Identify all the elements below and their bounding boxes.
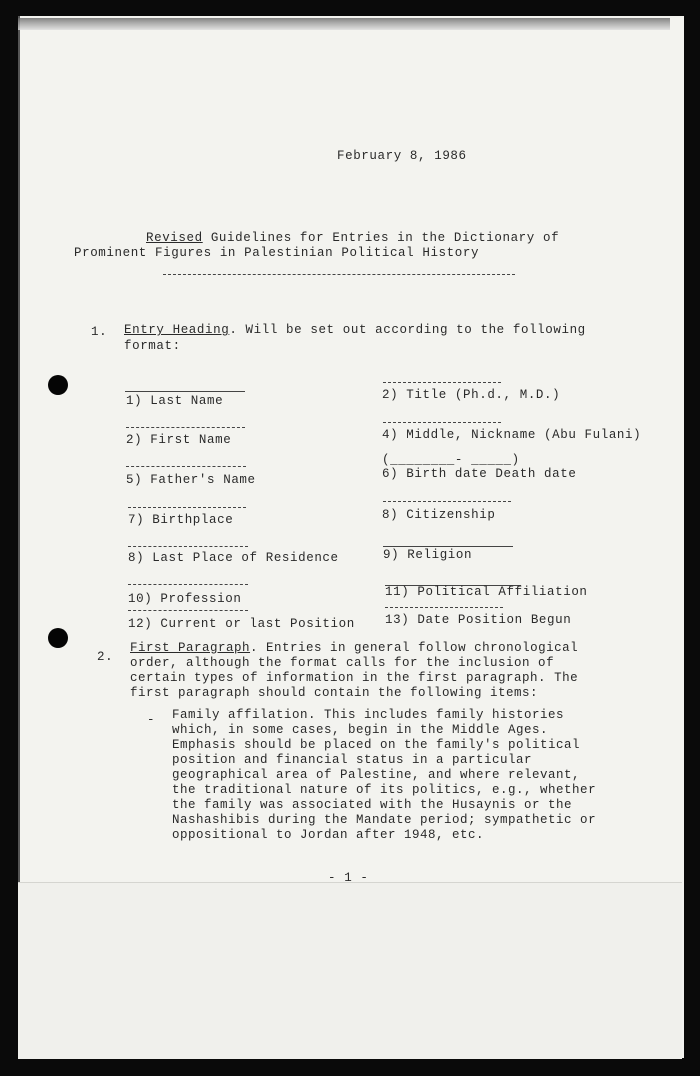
field-line bbox=[125, 391, 245, 392]
title-line-1-rest: Guidelines for Entries in the Dictionary of bbox=[202, 231, 560, 245]
field-current-position: 12) Current or last Position bbox=[128, 617, 355, 631]
field-last-residence: 8) Last Place of Residence bbox=[128, 551, 339, 565]
title-revised: Revised bbox=[146, 231, 203, 245]
field-religion: 9) Religion bbox=[383, 548, 473, 562]
field-birthplace: 7) Birthplace bbox=[128, 513, 234, 527]
bullet-line-7: the family was associated with the Husaynis or the bbox=[172, 798, 573, 812]
field-line bbox=[383, 501, 511, 502]
section-1-number: 1. bbox=[91, 325, 108, 339]
field-profession: 10) Profession bbox=[128, 592, 242, 606]
field-line bbox=[126, 466, 246, 467]
title-line-1 bbox=[146, 231, 559, 246]
page-lower-area bbox=[18, 882, 682, 1059]
bullet-line-4: position and financial status in a particular bbox=[172, 753, 533, 767]
punch-hole bbox=[48, 628, 68, 648]
section-1-text: . Will be set out according to the following bbox=[229, 323, 586, 337]
scan-shadow bbox=[18, 18, 670, 30]
bullet-line-1: Family affilation. This includes family histories bbox=[172, 708, 565, 722]
field-middle-nickname: 4) Middle, Nickname (Abu Fulani) bbox=[382, 428, 642, 442]
field-date-position-begun: 13) Date Position Begun bbox=[385, 613, 572, 627]
field-citizenship: 8) Citizenship bbox=[382, 508, 496, 522]
title-rule bbox=[163, 274, 515, 275]
bullet-line-5: geographical area of Palestine, and where relevant, bbox=[172, 768, 581, 782]
field-dates-bracket: (________- _____) bbox=[382, 453, 520, 467]
page-number: - 1 - bbox=[328, 871, 369, 885]
field-line bbox=[383, 546, 513, 547]
bullet-line-9: oppositional to Jordan after 1948, etc. bbox=[172, 828, 485, 842]
bullet-line-2: which, in some cases, begin in the Middle Ages. bbox=[172, 723, 549, 737]
bullet-line-8: Nashashibis during the Mandate period; sympathetic or bbox=[172, 813, 597, 827]
field-line bbox=[385, 607, 503, 608]
field-political-affiliation: 11) Political Affiliation bbox=[385, 585, 588, 599]
punch-hole bbox=[48, 375, 68, 395]
section-1-heading: Entry Heading bbox=[124, 323, 230, 337]
section-1-line-2: format: bbox=[124, 339, 181, 353]
field-line bbox=[128, 507, 246, 508]
section-2-line-1-text: . Entries in general follow chronological bbox=[250, 641, 579, 655]
bullet-line-6: the traditional nature of its politics, e.g., whether bbox=[172, 783, 597, 797]
title-line-2: Prominent Figures in Palestinian Political History bbox=[74, 246, 480, 260]
section-2-number: 2. bbox=[97, 650, 114, 664]
section-2-line-2: order, although the format calls for the inclusion of bbox=[130, 656, 555, 670]
section-2-heading: First Paragraph bbox=[130, 641, 251, 655]
field-fathers-name: 5) Father's Name bbox=[126, 473, 256, 487]
document-date: February 8, 1986 bbox=[337, 149, 467, 163]
section-2-paragraph bbox=[130, 641, 578, 701]
field-birth-death-date: 6) Birth date Death date bbox=[382, 467, 577, 481]
section-1-line-1 bbox=[124, 323, 586, 338]
section-2-line-3: certain types of information in the first paragraph. The bbox=[130, 671, 579, 685]
field-line bbox=[128, 584, 248, 585]
field-title: 2) Title (Ph.d., M.D.) bbox=[382, 388, 561, 402]
field-line bbox=[126, 427, 245, 428]
bullet-paragraph bbox=[172, 708, 596, 843]
field-line bbox=[128, 610, 248, 611]
field-first-name: 2) First Name bbox=[126, 433, 232, 447]
bullet-line-3: Emphasis should be placed on the family's political bbox=[172, 738, 581, 752]
bullet-dash: - bbox=[147, 713, 156, 727]
field-line bbox=[383, 422, 501, 423]
section-2-line-1 bbox=[130, 641, 578, 656]
field-line bbox=[128, 546, 248, 547]
field-last-name: 1) Last Name bbox=[126, 394, 224, 408]
field-line bbox=[383, 382, 501, 383]
section-2-line-4: first paragraph should contain the following items: bbox=[130, 686, 539, 700]
